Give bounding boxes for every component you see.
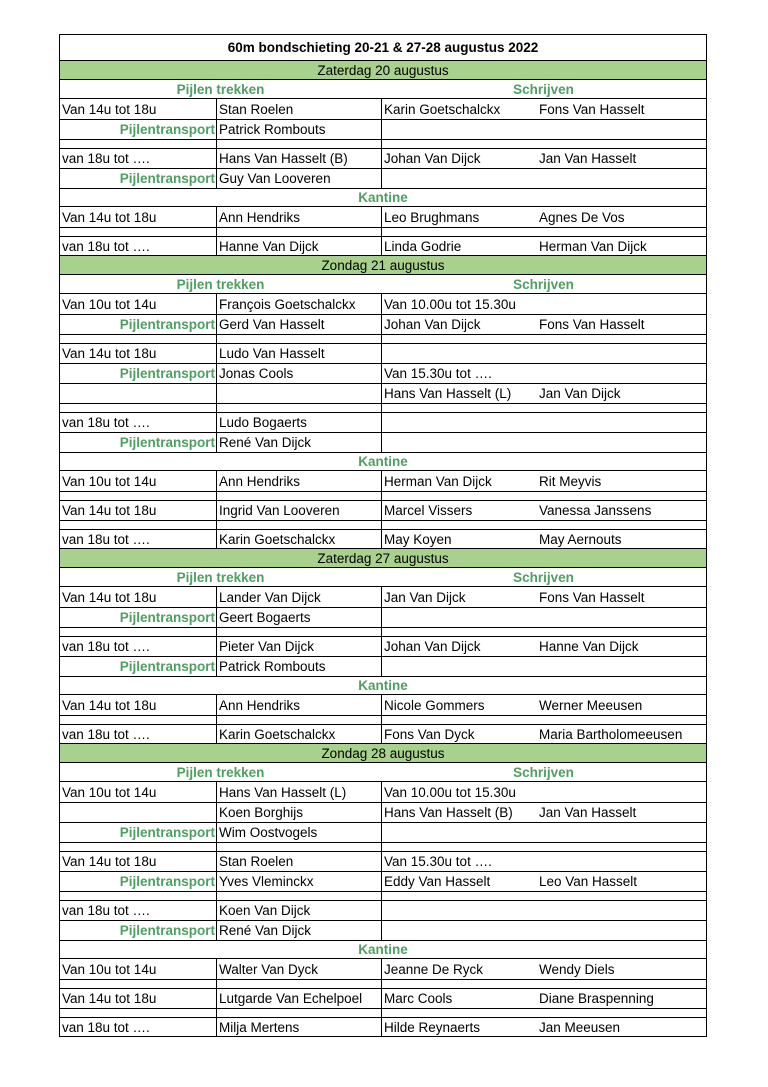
kantine-person-3: Herman Van Dijck [539,238,647,254]
writer-1: Van 15.30u tot …. [384,366,492,381]
writer-1: Karin Goetschalckx [384,101,501,117]
column-divider [216,725,217,743]
column-divider [381,207,382,227]
spacer-row [59,1008,707,1017]
pijlen-trekken-label: Pijlen trekken [176,81,265,97]
time-slot: Van 14u tot 18u [62,991,157,1006]
column-divider [216,169,217,188]
kantine-person-3: Werner Meeusen [539,697,643,713]
arrow-puller: Ludo Van Hasselt [219,346,325,361]
kantine-person-1: Ingrid Van Looveren [219,503,340,518]
time-slot: van 18u tot …. [62,726,150,742]
time-slot: van 18u tot …. [62,639,150,654]
kantine-row [59,724,707,744]
arrow-puller: Hans Van Hasselt (B) [219,151,348,166]
column-divider [216,140,217,148]
kantine-person-1: Milja Mertens [219,1019,300,1035]
schedule-row [59,314,707,334]
kantine-row [59,236,707,256]
spacer-row [59,403,707,412]
schedule-row [59,782,707,802]
column-divider [381,521,382,529]
writer-2: Fons Van Hasselt [539,317,645,332]
column-divider [216,823,217,842]
writer-2 [539,344,704,363]
column-divider [216,803,217,822]
transport-person: René Van Dijck [219,923,312,938]
time-slot: Van 10u tot 14u [62,296,157,312]
transport-person: Wim Oostvogels [219,825,318,840]
writer-1: Jan Van Dijck [384,589,466,605]
kantine-row [59,959,707,979]
column-divider [381,149,382,168]
time-slot: van 18u tot …. [62,151,150,166]
time-slot: Van 10u tot 14u [62,473,157,489]
kantine-label: Kantine [358,942,408,957]
schedule-row [59,99,707,119]
kantine-row [59,471,707,491]
schrijven-label: Schrijven [513,276,574,292]
column-divider [381,140,382,148]
writer-1 [384,344,534,363]
writer-1: Hans Van Hasselt (L) [384,386,512,401]
pijlentransport-label: Pijlentransport [119,874,215,889]
arrow-puller: François Goetschalckx [219,296,356,312]
column-divider [216,1009,217,1017]
column-divider [216,471,217,491]
writer-2: Jan Van Hasselt [539,151,637,166]
kantine-row [59,1017,707,1037]
schedule-row [59,168,707,188]
day-header-row [59,549,707,568]
writer-1: Eddy Van Hasselt [384,874,491,889]
schedule-row [59,294,707,314]
section-header-row [59,452,707,471]
arrow-puller [219,384,379,403]
schedule-row [59,148,707,168]
column-divider [381,608,382,627]
column-divider [381,501,382,520]
kantine-person-1: Karin Goetschalckx [219,726,336,742]
column-divider [381,99,382,119]
time-slot [62,384,215,403]
column-divider [381,803,382,822]
column-divider [216,501,217,520]
kantine-person-3: Jan Meeusen [539,1019,621,1035]
kantine-person-2: Marcel Vissers [384,503,473,518]
transport-person: Patrick Rombouts [219,659,326,674]
column-divider [216,980,217,988]
writer-2: Jan Van Hasselt [539,805,637,820]
kantine-row [59,500,707,520]
pijlentransport-label: Pijlentransport [119,122,215,137]
schedule-row [59,871,707,891]
schedule-row [59,119,707,139]
kantine-person-2: Marc Cools [384,991,453,1006]
time-slot: Van 14u tot 18u [62,697,157,713]
schrijven-label: Schrijven [513,81,574,97]
column-divider [216,315,217,334]
column-divider [381,344,382,363]
column-divider [381,404,382,412]
pijlentransport-label: Pijlentransport [119,366,215,381]
column-divider [381,471,382,491]
pijlentransport-label: Pijlentransport [119,923,215,938]
column-divider [216,959,217,979]
column-divider [216,413,217,432]
kantine-person-2: Fons Van Dyck [384,726,475,742]
column-divider [381,587,382,607]
pijlentransport-label: Pijlentransport [119,825,215,840]
kantine-person-1: Lutgarde Van Echelpoel [219,991,363,1006]
schedule-row [59,900,707,920]
kantine-person-1: Ann Hendriks [219,473,301,489]
time-slot: Van 14u tot 18u [62,503,157,518]
arrow-puller: Stan Roelen [219,854,294,869]
time-slot: Van 14u tot 18u [62,209,157,225]
column-divider [381,852,382,871]
time-slot: Van 14u tot 18u [62,854,157,869]
transport-person: Yves Vleminckx [219,874,314,889]
kantine-person-3: Rit Meyvis [539,473,602,489]
spacer-row [59,979,707,988]
transport-person: Patrick Rombouts [219,122,326,137]
column-divider [216,657,217,676]
section-header-row [59,676,707,695]
day-title: Zondag 21 augustus [321,257,445,273]
column-divider [216,989,217,1008]
column-divider [381,530,382,548]
kantine-person-2: Linda Godrie [384,238,462,254]
schedule-row [59,802,707,822]
arrow-puller: Koen Van Dijck [219,903,311,918]
arrow-puller: Koen Borghijs [219,805,304,820]
writer-1 [384,901,534,920]
time-slot: Van 14u tot 18u [62,346,157,361]
writer-2 [539,294,704,314]
day-title: Zaterdag 27 augustus [317,550,449,566]
time-slot: Van 14u tot 18u [62,589,157,605]
schedule-row [59,432,707,452]
title-row [59,34,707,61]
schedule-row [59,656,707,676]
pijlentransport-label: Pijlentransport [119,659,215,674]
column-divider [381,433,382,452]
writer-1: Johan Van Dijck [384,317,481,332]
time-slot: van 18u tot …. [62,531,150,547]
time-slot: Van 10u tot 14u [62,784,157,800]
kantine-person-3: Maria Bartholomeeusen [539,726,683,742]
spacer-row [59,627,707,636]
time-slot: van 18u tot …. [62,903,150,918]
kantine-row [59,529,707,549]
kantine-person-3: Agnes De Vos [539,209,625,225]
section-header-row [59,763,707,782]
column-divider [216,207,217,227]
column-divider [381,716,382,724]
kantine-person-3: Diane Braspenning [539,991,654,1006]
column-divider [381,823,382,842]
column-divider [381,169,382,188]
pijlentransport-label: Pijlentransport [119,317,215,332]
column-divider [381,843,382,851]
writer-2: Jan Van Dijck [539,386,621,401]
column-divider [381,989,382,1008]
column-divider [216,921,217,940]
column-divider [216,294,217,314]
schrijven-label: Schrijven [513,764,574,780]
column-divider [216,521,217,529]
spacer-row [59,520,707,529]
time-slot: Van 10u tot 14u [62,961,157,977]
arrow-puller: Hans Van Hasselt (L) [219,784,347,800]
column-divider [216,872,217,891]
section-header-row [59,80,707,99]
writer-1: Johan Van Dijck [384,639,481,654]
column-divider [381,492,382,500]
column-divider [216,1018,217,1036]
writer-2: Leo Van Hasselt [539,874,638,889]
kantine-row [59,207,707,227]
kantine-label: Kantine [358,678,408,693]
pijlen-trekken-label: Pijlen trekken [176,569,265,585]
column-divider [381,1018,382,1036]
transport-person: Geert Bogaerts [219,610,311,625]
column-divider [381,237,382,255]
writer-1: Van 15.30u tot …. [384,854,492,869]
schedule-row [59,587,707,607]
kantine-person-2: Hilde Reynaerts [384,1019,481,1035]
writer-1: Van 10.00u tot 15.30u [384,784,516,800]
section-header-row [59,188,707,207]
column-divider [381,384,382,403]
column-divider [216,99,217,119]
kantine-person-3: May Aernouts [539,531,622,547]
writer-2: Fons Van Hasselt [539,589,645,605]
writer-1 [384,413,534,432]
column-divider [381,228,382,236]
time-slot [62,803,215,822]
kantine-person-1: Ann Hendriks [219,209,301,225]
kantine-person-2: May Koyen [384,531,452,547]
column-divider [381,980,382,988]
kantine-row [59,695,707,715]
column-divider [216,228,217,236]
arrow-puller: Lander Van Dijck [219,589,321,605]
column-divider [381,959,382,979]
column-divider [381,315,382,334]
column-divider [216,637,217,656]
schrijven-label: Schrijven [513,569,574,585]
column-divider [381,901,382,920]
section-header-row [59,940,707,959]
column-divider [216,782,217,802]
column-divider [216,716,217,724]
column-divider [381,872,382,891]
column-divider [216,843,217,851]
column-divider [216,335,217,343]
column-divider [216,608,217,627]
column-divider [381,637,382,656]
kantine-label: Kantine [358,454,408,469]
spacer-row [59,842,707,851]
arrow-puller: Ludo Bogaerts [219,415,307,430]
column-divider [216,149,217,168]
transport-person: Jonas Cools [219,366,294,381]
pijlentransport-label: Pijlentransport [119,171,215,186]
time-slot: Van 14u tot 18u [62,101,157,117]
column-divider [216,901,217,920]
column-divider [216,892,217,900]
writer-2 [539,782,704,802]
schedule-row [59,363,707,383]
section-header-row [59,275,707,294]
column-divider [216,344,217,363]
spacer-row [59,891,707,900]
column-divider [381,695,382,715]
schedule-row [59,851,707,871]
time-slot: van 18u tot …. [62,1019,150,1035]
writer-2: Fons Van Hasselt [539,101,645,117]
spacer-row [59,491,707,500]
writer-1: Van 10.00u tot 15.30u [384,296,516,312]
time-slot: van 18u tot …. [62,238,150,254]
column-divider [381,782,382,802]
arrow-puller: Pieter Van Dijck [219,639,315,654]
column-divider [381,335,382,343]
column-divider [381,628,382,636]
schedule-row [59,607,707,627]
day-header-row [59,744,707,763]
column-divider [216,852,217,871]
section-header-row [59,568,707,587]
kantine-person-3: Vanessa Janssens [539,503,652,518]
column-divider [216,628,217,636]
column-divider [381,413,382,432]
transport-person: Gerd Van Hasselt [219,317,325,332]
schedule-row [59,822,707,842]
kantine-person-2: Leo Brughmans [384,209,480,225]
kantine-person-1: Hanne Van Dijck [219,238,319,254]
pijlentransport-label: Pijlentransport [119,610,215,625]
column-divider [216,364,217,383]
pijlen-trekken-label: Pijlen trekken [176,764,265,780]
kantine-person-1: Walter Van Dyck [219,961,319,977]
column-divider [216,587,217,607]
column-divider [216,120,217,139]
kantine-person-2: Nicole Gommers [384,697,485,713]
day-header-row [59,256,707,275]
kantine-person-2: Jeanne De Ryck [384,961,484,977]
column-divider [381,921,382,940]
writer-1: Hans Van Hasselt (B) [384,805,513,820]
column-divider [216,530,217,548]
transport-person: Guy Van Looveren [219,171,331,186]
column-divider [216,695,217,715]
spacer-row [59,139,707,148]
schedule-table [59,34,707,1037]
kantine-person-2: Herman Van Dijck [384,473,492,489]
schedule-row [59,636,707,656]
spacer-row [59,715,707,724]
column-divider [381,120,382,139]
day-header-row [59,61,707,80]
column-divider [381,1009,382,1017]
kantine-person-1: Ann Hendriks [219,697,301,713]
transport-person: René Van Dijck [219,435,312,450]
writer-1: Johan Van Dijck [384,151,481,166]
day-title: Zondag 28 augustus [321,745,445,761]
column-divider [216,237,217,255]
column-divider [381,364,382,383]
kantine-person-1: Karin Goetschalckx [219,531,336,547]
kantine-person-3: Wendy Diels [539,961,615,977]
spacer-row [59,227,707,236]
writer-2 [539,852,704,871]
writer-2 [539,901,704,920]
writer-2: Hanne Van Dijck [539,639,639,654]
column-divider [381,725,382,743]
time-slot: van 18u tot …. [62,415,150,430]
writer-2 [539,413,704,432]
kantine-row [59,988,707,1008]
column-divider [216,492,217,500]
column-divider [216,433,217,452]
pijlentransport-label: Pijlentransport [119,435,215,450]
schedule-row [59,343,707,363]
column-divider [381,892,382,900]
spacer-row [59,334,707,343]
schedule-title: 60m bondschieting 20-21 & 27-28 augustus 2022 [227,40,539,55]
pijlen-trekken-label: Pijlen trekken [176,276,265,292]
schedule-row [59,383,707,403]
day-title: Zaterdag 20 augustus [317,62,449,78]
column-divider [381,657,382,676]
schedule-row [59,412,707,432]
writer-2 [539,364,704,383]
column-divider [216,404,217,412]
column-divider [216,384,217,403]
schedule-row [59,920,707,940]
column-divider [381,294,382,314]
kantine-label: Kantine [358,190,408,205]
arrow-puller: Stan Roelen [219,101,294,117]
